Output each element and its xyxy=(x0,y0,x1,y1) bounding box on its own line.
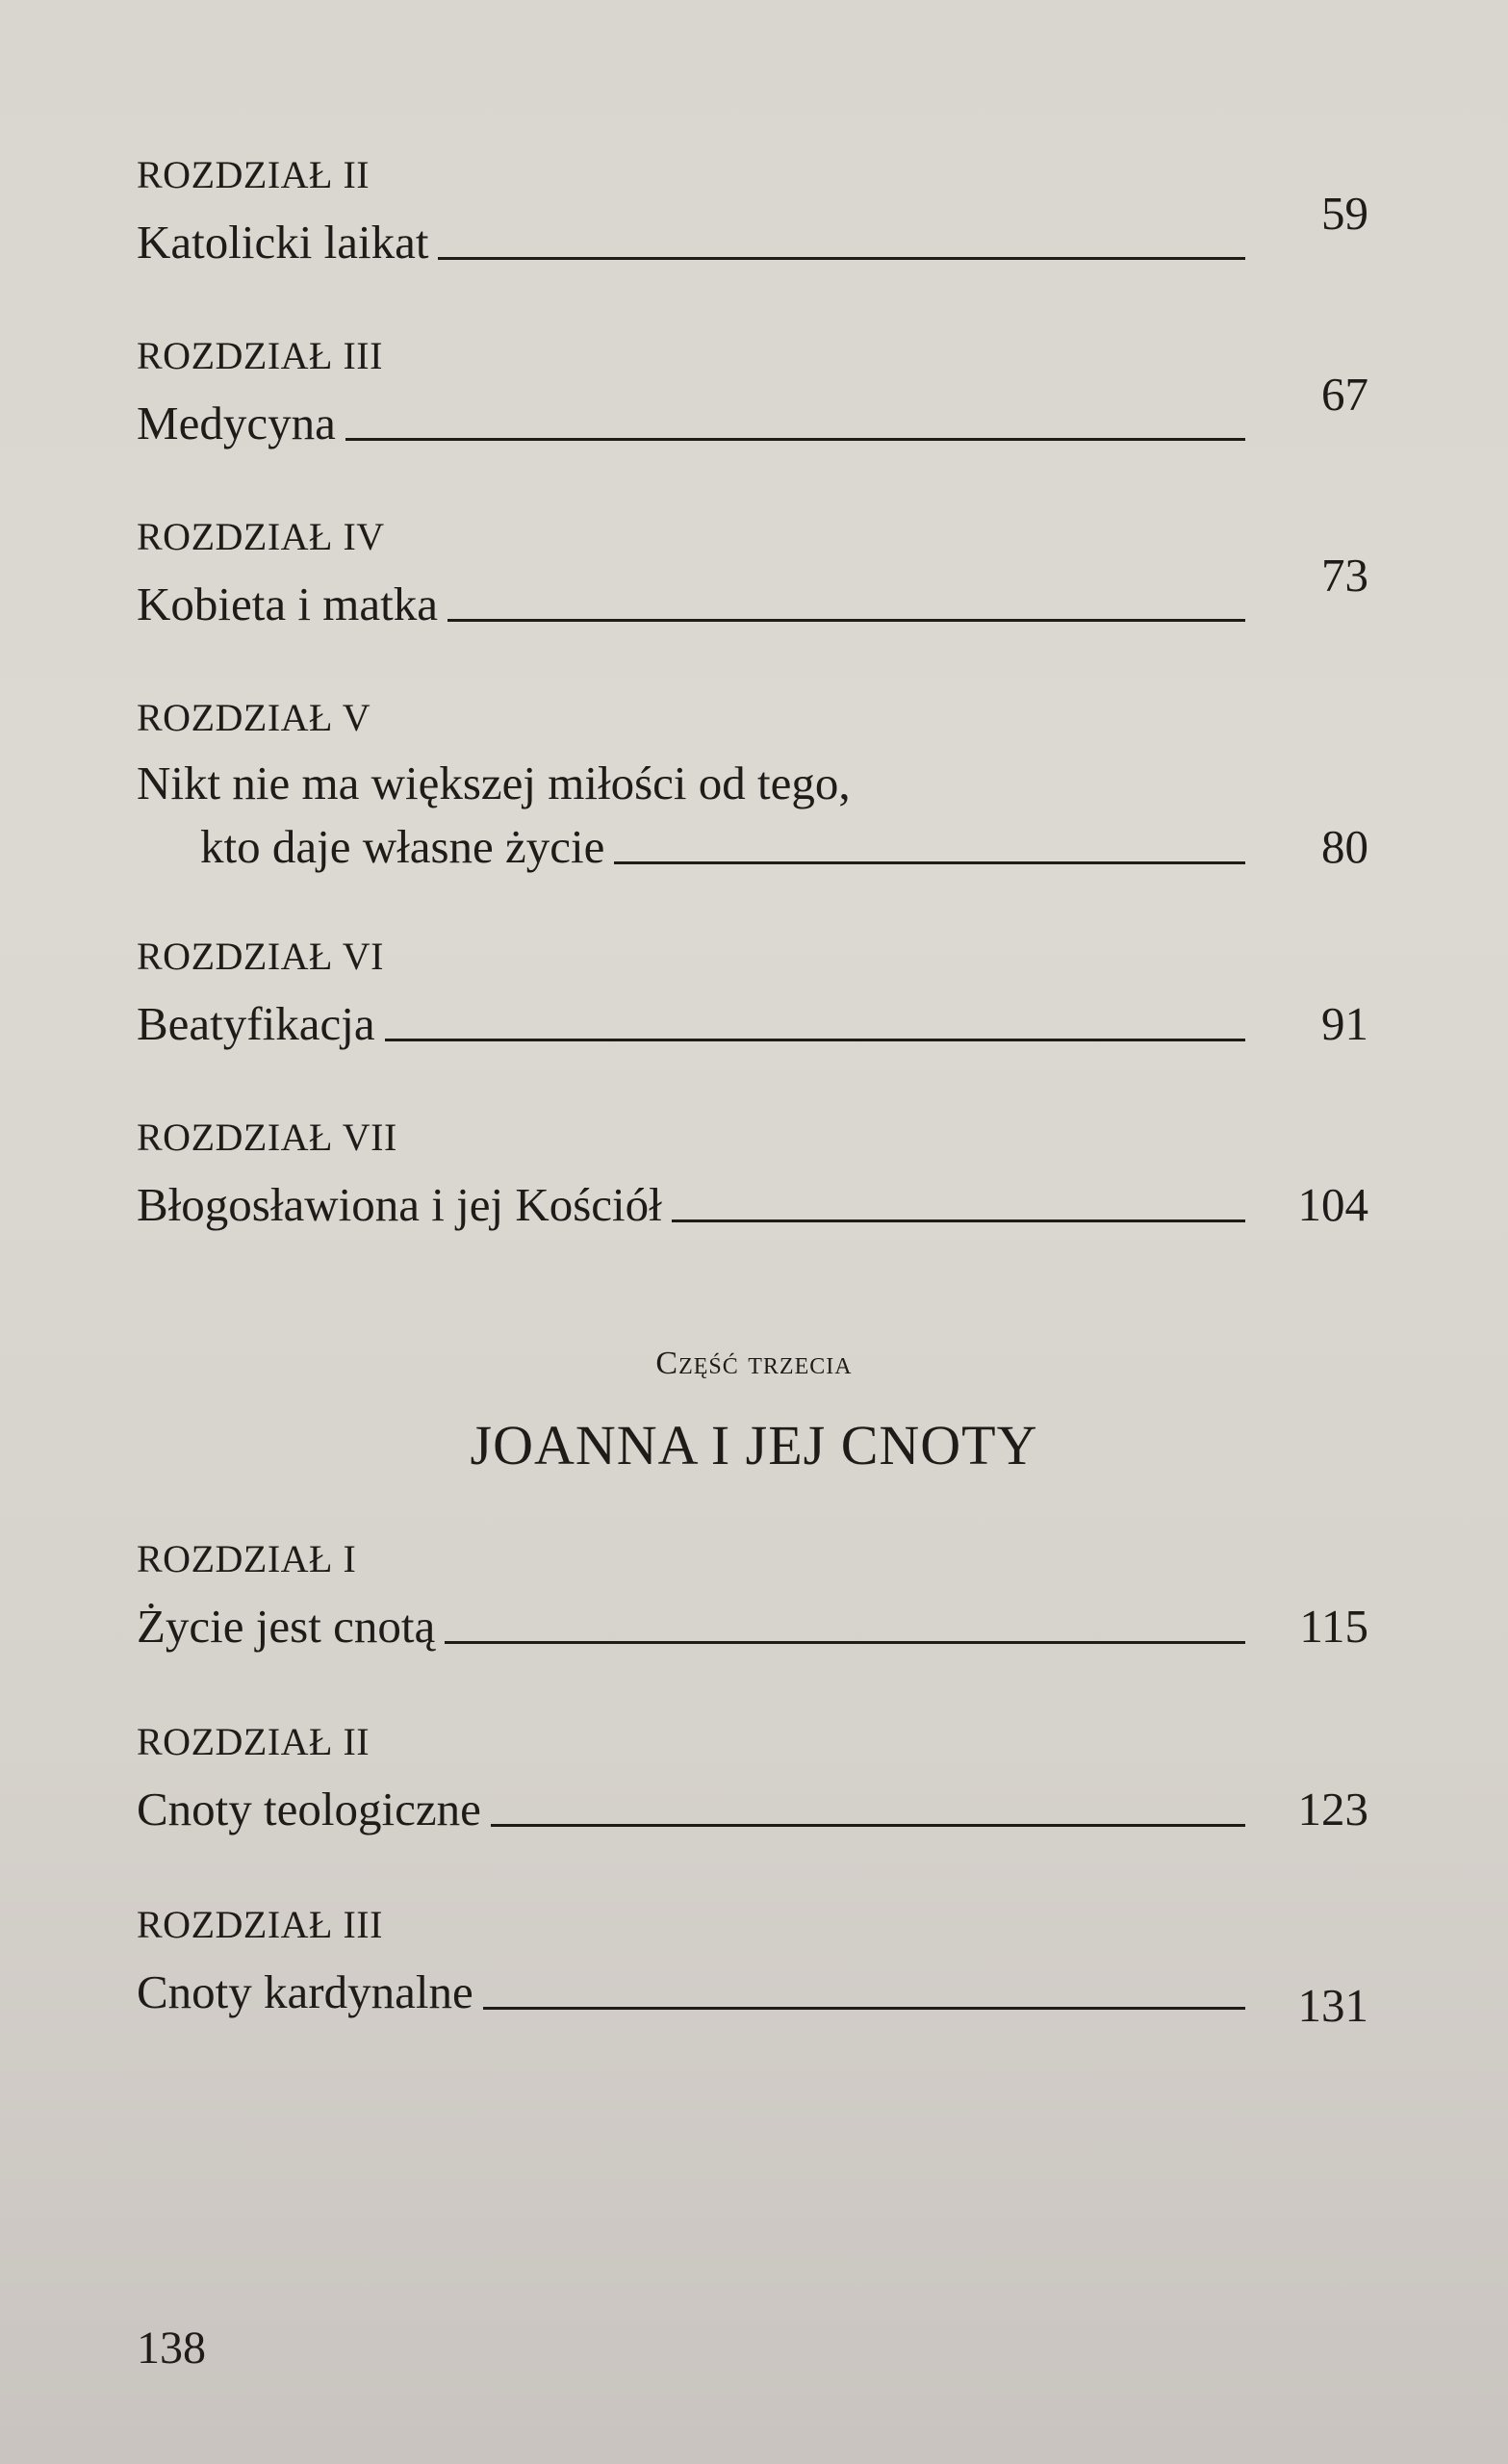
chapter-title-line-2: kto daje własne życie xyxy=(200,820,605,873)
chapter-title-line-1: Nikt nie ma większej miłości od tego, xyxy=(137,757,851,809)
chapter-title: Kobieta i matka xyxy=(137,578,438,630)
chapter-label: ROZDZIAŁ VII xyxy=(137,1116,397,1159)
page-number: 67 xyxy=(1321,368,1368,421)
page-number: 123 xyxy=(1297,1783,1368,1835)
toc-entry xyxy=(137,152,1368,271)
chapter-title: Katolicki laikat xyxy=(137,216,429,269)
chapter-title: Medycyna xyxy=(137,397,336,449)
toc-title-row xyxy=(137,995,1368,1053)
chapter-title: Życie jest cnotą xyxy=(137,1600,436,1653)
chapter-label: ROZDZIAŁ III xyxy=(137,334,383,377)
part-title: JOANNA I JEJ CNOTY xyxy=(470,1414,1038,1476)
leader-line xyxy=(491,1824,1245,1827)
chapter-label: ROZDZIAŁ II xyxy=(137,153,371,196)
toc-title-row xyxy=(137,187,1368,271)
page-number: 73 xyxy=(1321,549,1368,602)
page-number: 115 xyxy=(1299,1600,1368,1653)
leader-line xyxy=(385,1039,1245,1041)
toc-entry xyxy=(137,333,1368,452)
leader-line xyxy=(672,1219,1245,1222)
toc-entry xyxy=(137,514,1368,633)
toc-title-row xyxy=(137,368,1368,452)
toc-entry xyxy=(137,1719,1368,1838)
chapter-title: Błogosławiona i jej Kościół xyxy=(137,1178,662,1231)
toc-entry xyxy=(137,1902,1368,2032)
chapter-label: ROZDZIAŁ V xyxy=(137,696,371,739)
leader-line xyxy=(483,2007,1245,2010)
toc-entry xyxy=(137,1115,1368,1234)
leader-line xyxy=(614,861,1245,864)
toc-entry xyxy=(137,695,1368,876)
toc-entry xyxy=(137,1536,1368,1656)
leader-line xyxy=(438,257,1245,260)
folio-page-number: 138 xyxy=(137,2323,206,2374)
toc-title-row xyxy=(137,1964,1368,2032)
toc-title-row xyxy=(137,1781,1368,1838)
chapter-label: ROZDZIAŁ I xyxy=(137,1537,357,1580)
leader-line xyxy=(445,1641,1245,1644)
page-number: 59 xyxy=(1321,187,1368,240)
toc-entry xyxy=(137,934,1368,1053)
chapter-title: Cnoty teologiczne xyxy=(137,1783,481,1835)
page-number: 91 xyxy=(1321,997,1368,1050)
chapter-label: ROZDZIAŁ IV xyxy=(137,515,385,558)
chapter-title: Beatyfikacja xyxy=(137,997,375,1050)
page-number: 104 xyxy=(1297,1178,1368,1231)
chapter-label: ROZDZIAŁ II xyxy=(137,1720,371,1763)
part-label: Część trzecia xyxy=(655,1346,853,1381)
toc-title-row xyxy=(137,1176,1368,1234)
toc-title-row xyxy=(137,818,1368,876)
chapter-label: ROZDZIAŁ VI xyxy=(137,935,384,978)
leader-line xyxy=(345,438,1245,441)
chapter-title: Cnoty kardynalne xyxy=(137,1965,473,2018)
leader-line xyxy=(447,619,1245,622)
chapter-label: ROZDZIAŁ III xyxy=(137,1903,383,1946)
toc-title-row xyxy=(137,549,1368,633)
toc-title-row xyxy=(137,1598,1368,1656)
page-number: 80 xyxy=(1321,820,1368,873)
page-number: 131 xyxy=(1297,1979,1368,2032)
